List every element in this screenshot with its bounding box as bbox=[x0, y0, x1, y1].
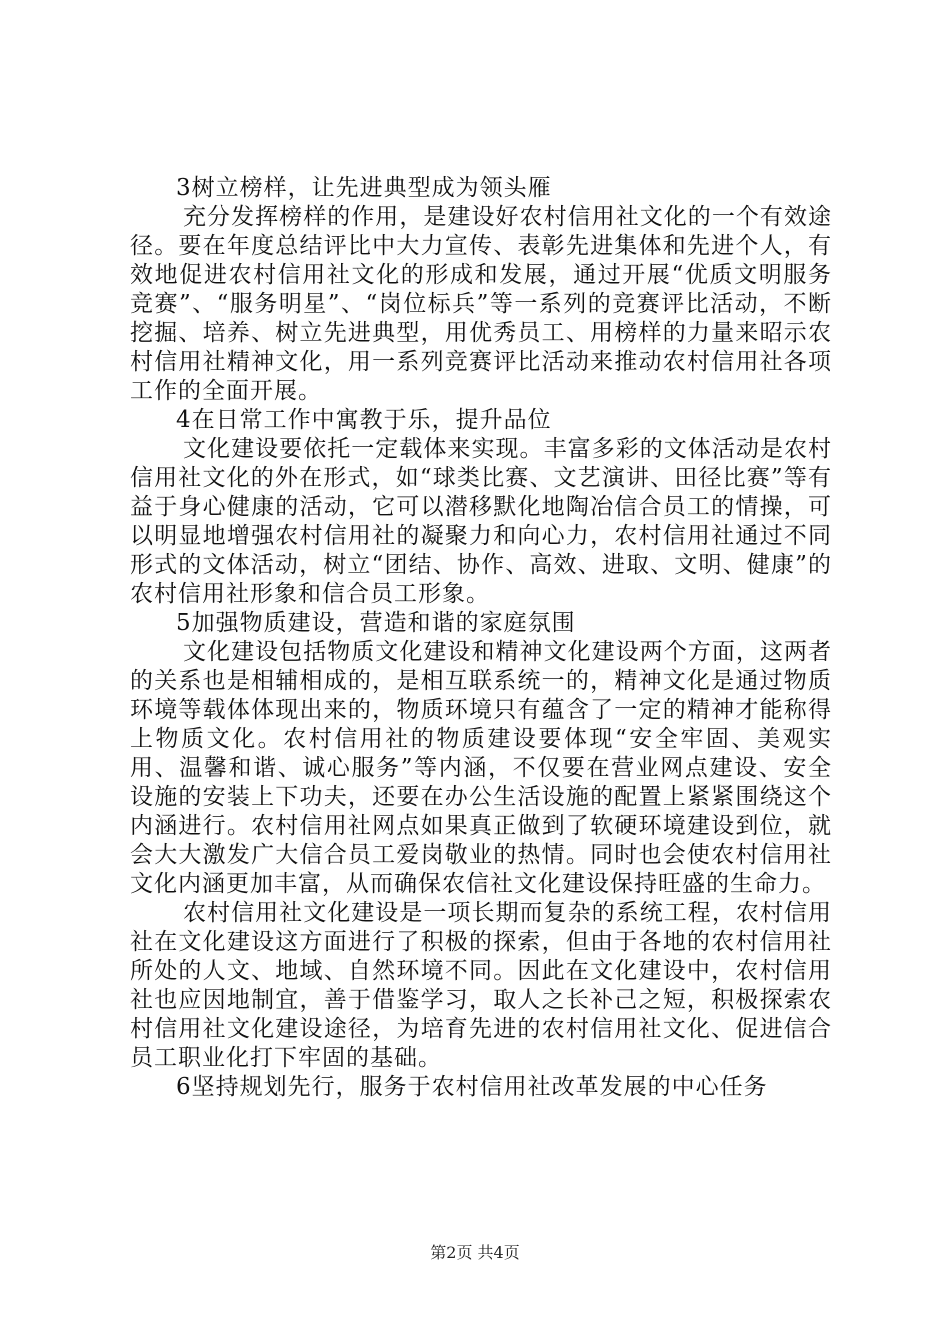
body-paragraph: 农村信用社文化建设是一项长期而复杂的系统工程，农村信用社在文化建设这方面进行了积极的探索，但由于各地的农村信用社所处的人文、地域、自然环境不同。因此在文化建设中，农村信用社也应因地制宜，善于借鉴学习，取人之长补己之短，积极探索农村信用社文化建设途径，为培育先进的农村信用社文化、促进信合员工职业化打下牢固的基础。 bbox=[130, 900, 832, 1071]
body-paragraph: 文化建设要依托一定载体来实现。丰富多彩的文体活动是农村信用社文化的外在形式，如“球类比赛、文艺演讲、田径比赛”等有益于身心健康的活动，它可以潜移默化地陶冶信合员工的情操，可以明显地增强农村信用社的凝聚力和向心力，农村信用社通过不同形式的文体活动，树立“团结、协作、高效、进取、文明、健康”的农村信用社形象和信合员工形象。 bbox=[130, 436, 832, 607]
section-heading: 5加强物质建设，营造和谐的家庭氛围 bbox=[176, 610, 576, 636]
document-body bbox=[130, 174, 832, 1102]
section-heading: 6坚持规划先行，服务于农村信用社改革发展的中心任务 bbox=[176, 1074, 768, 1100]
page-number-footer: 第2页 共4页 bbox=[430, 1243, 520, 1262]
body-paragraph: 充分发挥榜样的作用，是建设好农村信用社文化的一个有效途径。要在年度总结评比中大力宣传、表彰先进集体和先进个人，有效地促进农村信用社文化的形成和发展，通过开展“优质文明服务竞赛”、“服务明星”、“岗位标兵”等一系列的竞赛评比活动，不断挖掘、培养、树立先进典型，用优秀员工、用榜样的力量来昭示农村信用社精神文化，用一系列竞赛评比活动来推动农村信用社各项工作的全面开展。 bbox=[130, 204, 832, 404]
section-heading: 3树立榜样，让先进典型成为领头雁 bbox=[176, 175, 552, 201]
section-heading: 4在日常工作中寓教于乐，提升品位 bbox=[176, 407, 552, 433]
body-paragraph: 文化建设包括物质文化建设和精神文化建设两个方面，这两者的关系也是相辅相成的，是相互联系统一的，精神文化是通过物质环境等载体体现出来的，物质环境只有蕴含了一定的精神才能称得上物质文化。农村信用社的物质建设要体现“安全牢固、美观实用、温馨和谐、诚心服务”等内涵，不仅要在营业网点建设、安全设施的安装上下功夫，还要在办公生活设施的配置上紧紧围绕这个内涵进行。农村信用社网点如果真正做到了软硬环境建设到位，就会大大激发广大信合员工爱岗敬业的热情。同时也会使农村信用社文化内涵更加丰富，从而确保农信社文化建设保持旺盛的生命力。 bbox=[130, 639, 832, 897]
